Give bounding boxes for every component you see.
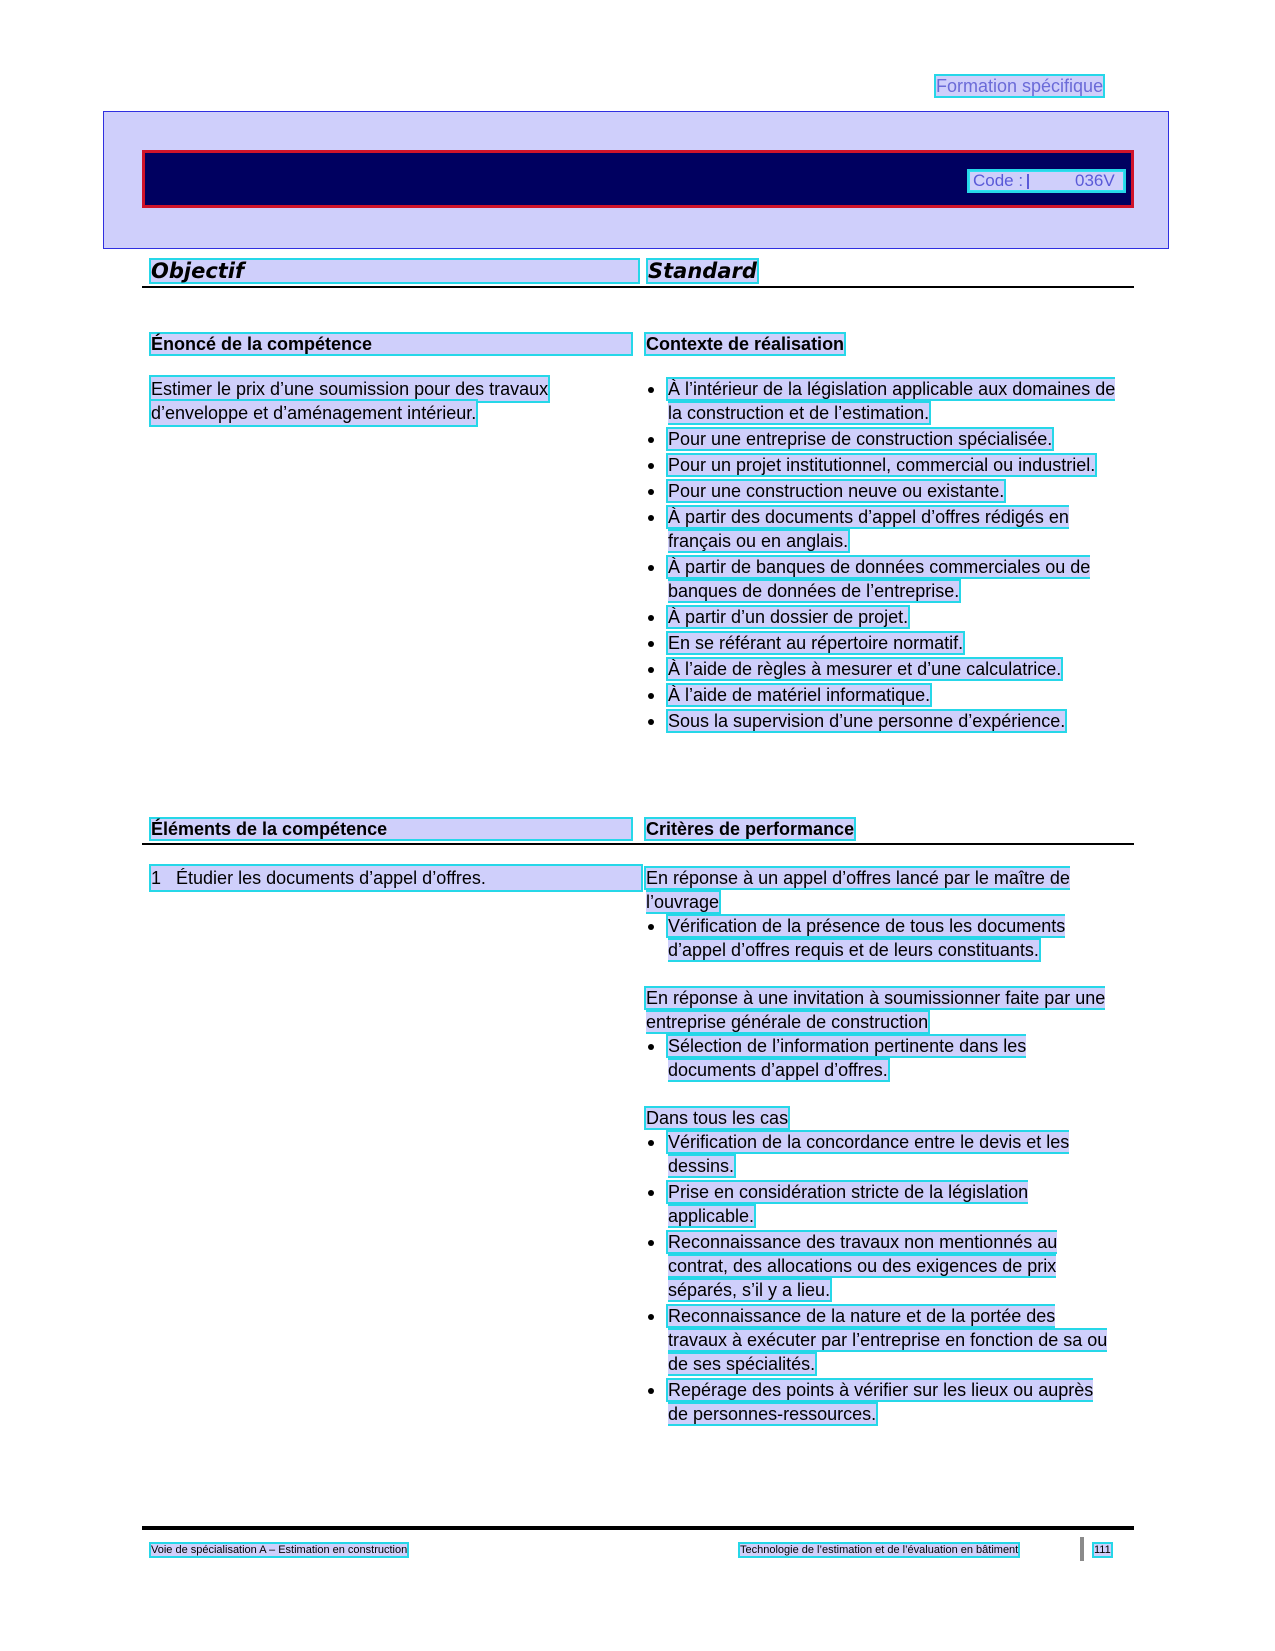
group1-intro: En réponse à un appel d’offres lancé par le maître de l’ouvrage — [646, 868, 1070, 912]
bullet-icon — [648, 1140, 654, 1146]
group1-list — [646, 914, 1112, 962]
bullet-icon — [648, 489, 654, 495]
code-value: 036V — [1075, 171, 1115, 190]
list-item: Prise en considération stricte de la législation applicable. — [646, 1180, 1112, 1228]
element-text: Étudier les documents d’appel d’offres. — [176, 868, 486, 888]
group3-list — [646, 1130, 1112, 1426]
bullet-icon — [648, 1388, 654, 1394]
footer-left: Voie de spécialisation A – Estimation en construction — [151, 1544, 408, 1556]
list-item: Vérification de la concordance entre le devis et les dessins. — [646, 1130, 1112, 1178]
list-item: Pour une construction neuve ou existante. — [646, 479, 1126, 503]
element-number: 1 — [151, 868, 162, 888]
group3-intro: Dans tous les cas — [646, 1108, 789, 1128]
bullet-icon — [648, 437, 654, 443]
code-label: Code : — [973, 171, 1024, 190]
group2-list — [646, 1034, 1112, 1082]
bullet-icon — [648, 1044, 654, 1050]
competency-statement — [151, 377, 641, 425]
list-item: Repérage des points à vérifier sur les lieux ou auprès de personnes-ressources. — [646, 1378, 1112, 1426]
list-item: À partir d’un dossier de projet. — [646, 605, 1126, 629]
list-item: À partir de banques de données commerciales ou de banques de données de l’entreprise. — [646, 555, 1126, 603]
bullet-icon — [648, 515, 654, 521]
statement-line-1: Estimer le prix d’une soumission pour des travaux — [151, 379, 549, 399]
bullet-icon — [648, 1190, 654, 1196]
competency-code — [969, 171, 1124, 191]
list-item: Reconnaissance des travaux non mentionnés au contrat, des allocations ou des exigences de prix séparés, s’il y a lieu. — [646, 1230, 1112, 1302]
column-heading-standard: Standard — [648, 259, 757, 283]
footer-rule — [142, 1526, 1134, 1530]
criteria-title: Critères de performance — [646, 819, 855, 839]
list-item: Reconnaissance de la nature et de la portée des travaux à exécuter par l’entreprise en fonction de sa ou de ses spécialités. — [646, 1304, 1112, 1376]
program-label: Formation spécifique — [936, 76, 1104, 96]
list-item: Vérification de la présence de tous les documents d’appel d’offres requis et de leurs constituants. — [646, 914, 1112, 962]
bullet-icon — [648, 463, 654, 469]
context-title: Contexte de réalisation — [646, 334, 845, 354]
bullet-icon — [648, 924, 654, 930]
heading-rule — [142, 286, 1134, 288]
bullet-icon — [648, 667, 654, 673]
group2-intro: En réponse à une invitation à soumissionner faite par une entreprise générale de construction — [646, 988, 1106, 1032]
list-item: À partir des documents d’appel d’offres rédigés en français ou en anglais. — [646, 505, 1126, 553]
bullet-icon — [648, 719, 654, 725]
statement-line-2: d’enveloppe et d’aménagement intérieur. — [151, 403, 477, 423]
column-heading-objectif: Objectif — [151, 260, 638, 282]
elements-title: Éléments de la compétence — [151, 819, 631, 839]
competency-element — [151, 866, 641, 890]
page-marker — [1080, 1537, 1084, 1561]
list-item: En se référant au répertoire normatif. — [646, 631, 1126, 655]
criteria-block — [646, 866, 1112, 1428]
bullet-icon — [648, 565, 654, 571]
bullet-icon — [648, 1314, 654, 1320]
statement-title: Énoncé de la compétence — [151, 334, 631, 354]
text-cursor — [1027, 174, 1029, 189]
list-item: Pour un projet institutionnel, commercial ou industriel. — [646, 453, 1126, 477]
page-number: 111 — [1094, 1544, 1111, 1556]
list-item: À l’intérieur de la législation applicable aux domaines de la construction et de l’estimation. — [646, 377, 1126, 425]
list-item: Pour une entreprise de construction spécialisée. — [646, 427, 1126, 451]
context-list — [646, 377, 1126, 735]
bullet-icon — [648, 641, 654, 647]
bullet-icon — [648, 1240, 654, 1246]
section-rule — [142, 843, 1134, 845]
list-item: Sous la supervision d’une personne d’expérience. — [646, 709, 1126, 733]
list-item: À l’aide de règles à mesurer et d’une calculatrice. — [646, 657, 1126, 681]
list-item: À l’aide de matériel informatique. — [646, 683, 1126, 707]
bullet-icon — [648, 693, 654, 699]
footer-right: Technologie de l’estimation et de l’évaluation en bâtiment — [740, 1544, 1019, 1556]
list-item: Sélection de l’information pertinente dans les documents d’appel d’offres. — [646, 1034, 1112, 1082]
bullet-icon — [648, 615, 654, 621]
bullet-icon — [648, 387, 654, 393]
